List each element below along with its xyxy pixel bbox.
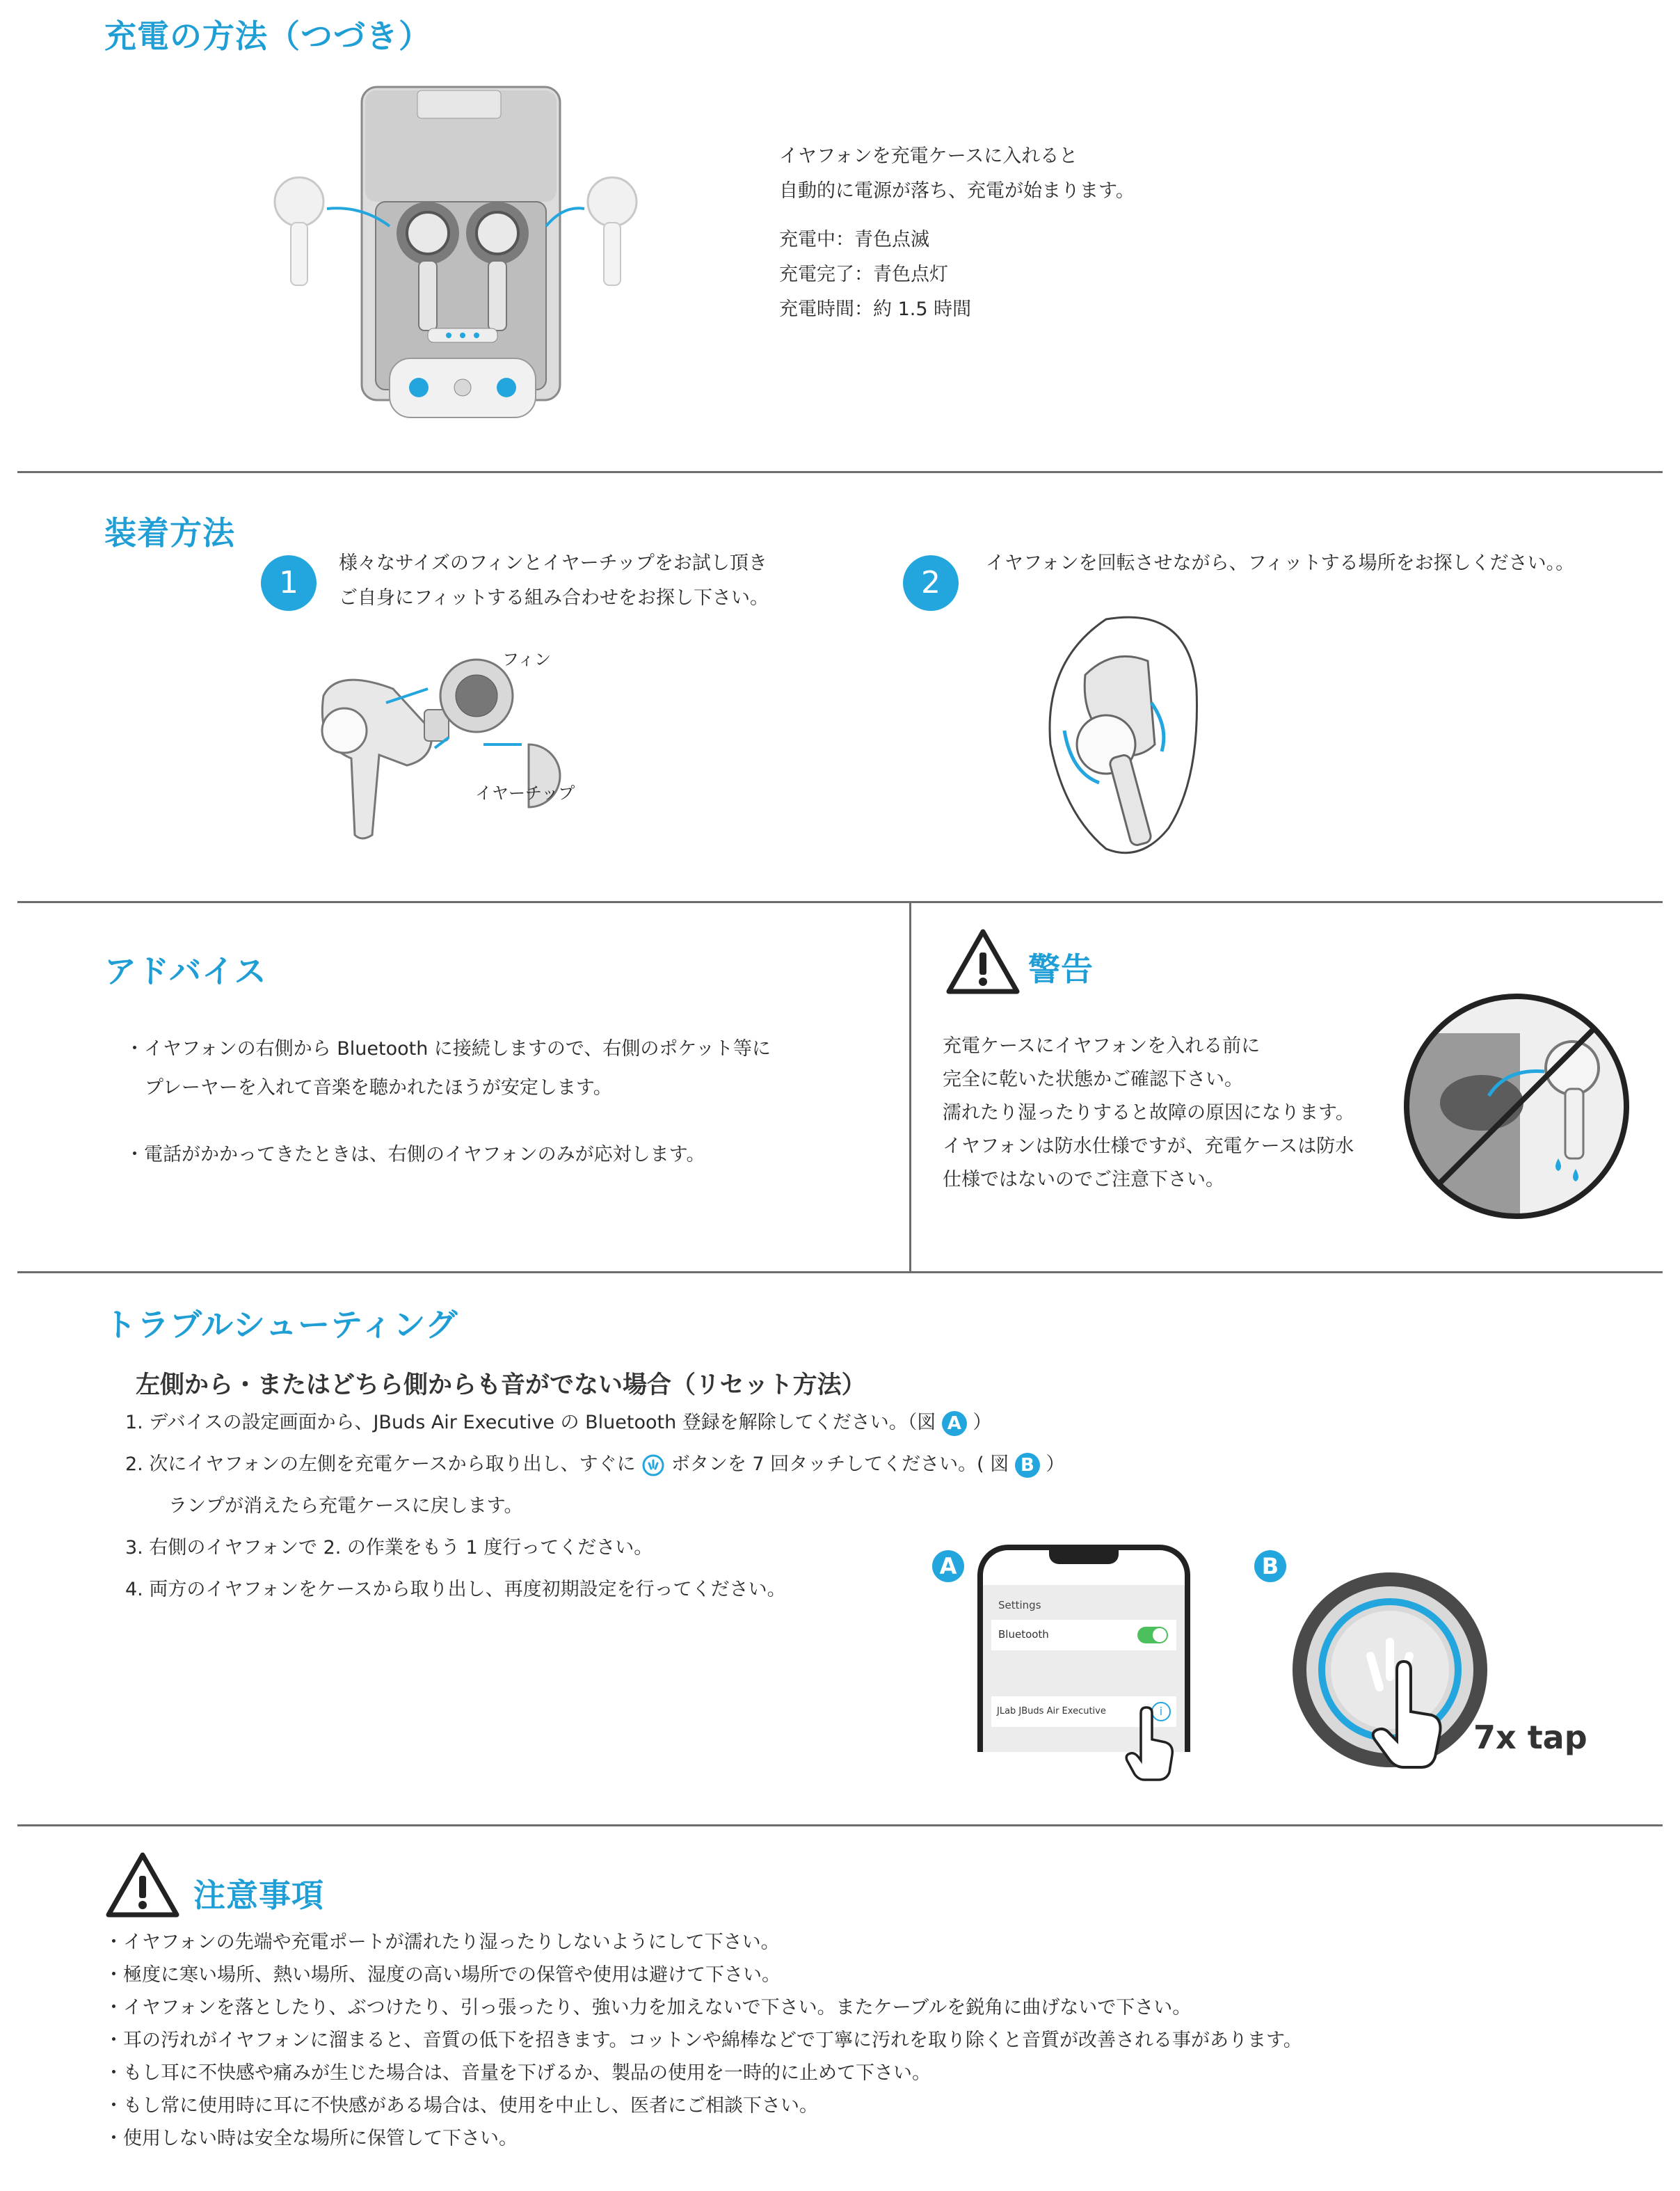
troubleshooting-subtitle: 左側から・またはどちら側からも音がでない場合（リセット方法） (136, 1371, 866, 1399)
step-1-line1: 様々なサイズのフィンとイヤーチップをお試し頂き (339, 552, 767, 574)
caution-icon (104, 1851, 181, 1920)
caution-item: ・ もし耳に不快感や痛みが生じた場合は、音量を下げるか、製品の使用を一時的に止めて下さい。 (104, 2057, 1302, 2089)
caution-title: 注意事項 (193, 1877, 324, 1914)
divider (17, 471, 1663, 473)
figure-a-badge: A (932, 1550, 964, 1582)
column-divider (909, 902, 911, 1271)
reset-step-2-text: 2. 次にイヤフォンの左側を充電ケースから取り出し、すぐに (125, 1453, 642, 1475)
charging-status-complete: 充電完了：青色点灯 (779, 264, 948, 285)
step-1-line2: ご自身にフィットする組み合わせをお探し下さい。 (339, 587, 769, 609)
reset-step-4: 4. 両方のイヤフォンをケースから取り出し、再度初期設定を行ってください。 (125, 1579, 786, 1600)
step-2-text: イヤフォンを回転させながら、フィットする場所をお探しください。。 (986, 552, 1575, 574)
divider (17, 1271, 1663, 1273)
reset-step-2-text-b: ボタンを 7 回タッチしてください。( 図 (665, 1453, 1015, 1475)
caution-item: ・ もし常に使用時に耳に不快感がある場合は、使用を中止し、医者にご相談下さい。 (104, 2089, 1302, 2122)
caution-item: ・ 耳の汚れがイヤフォンに溜まると、音質の低下を招きます。コットンや綿棒などで丁寧に汚れを取り除くと音質が改善される事があります。 (104, 2024, 1302, 2057)
right-earbud-illustration (543, 167, 647, 306)
phone-bluetooth-row (991, 1620, 1176, 1650)
info-icon: i (1151, 1702, 1171, 1721)
warning-line: イヤフォンは防水仕様ですが、充電ケースは防水 (943, 1136, 1354, 1157)
figure-b-badge: B (1254, 1550, 1286, 1582)
divider (17, 901, 1663, 903)
advice-item-1-line2: プレーヤーを入れて音楽を聴かれたほうが安定します。 (145, 1077, 612, 1099)
advice-item-1-line1: ・イヤフォンの右側から Bluetooth に接続しますので、右側のポケット等に (125, 1038, 771, 1060)
step-1-text (339, 546, 769, 616)
jlab-button-icon (641, 1453, 665, 1477)
reset-step-3: 3. 右側のイヤフォンで 2. の作業をもう 1 度行ってください。 (125, 1537, 653, 1559)
reset-step-2-end: ） (1039, 1453, 1065, 1475)
reset-step-2 (125, 1444, 1064, 1485)
warning-line: 仕様ではないのでご注意下さい。 (943, 1169, 1224, 1190)
phone-bluetooth-label: Bluetooth (998, 1628, 1049, 1641)
eartip-label: イヤーチップ (475, 783, 575, 803)
reset-step-2-continued: ランプが消えたら充電ケースに戻します。 (168, 1495, 523, 1517)
badge-b: B (1015, 1453, 1040, 1478)
no-water-illustration (1402, 991, 1631, 1221)
charging-case-illustration (257, 77, 563, 424)
caution-item: ・ 極度に寒い場所、熱い場所、湿度の高い場所での保管や使用は避けて下さい。 (104, 1959, 1302, 1991)
reset-steps (125, 1402, 1064, 1611)
caution-item: ・ イヤフォンを落としたり、ぶつけたり、引っ張ったり、強い力を加えないで下さい。またケーブルを鋭角に曲げないで下さい。 (104, 1991, 1302, 2024)
charging-status-in-progress: 充電中：青色点滅 (779, 229, 929, 250)
wearing-title: 装着方法 (104, 514, 235, 552)
ear-fit-illustration (1023, 605, 1259, 870)
warning-line: 濡れたり湿ったりすると故障の原因になります。 (943, 1102, 1354, 1124)
charging-text-line1: イヤフォンを充電ケースに入れると (779, 145, 1078, 167)
warning-line: 完全に乾いた状態かご確認下さい。 (943, 1069, 1243, 1090)
charging-instructions (779, 139, 1135, 327)
warning-line: 充電ケースにイヤフォンを入れる前に (943, 1035, 1261, 1057)
charging-text-line2: 自動的に電源が落ち、充電が始まります。 (779, 180, 1135, 202)
caution-list (104, 1926, 1302, 2155)
tap-count-label: 7x tap (1473, 1719, 1587, 1756)
fin-eartip-illustration (296, 633, 602, 856)
troubleshooting-title: トラブルシューティング (104, 1306, 458, 1344)
warning-title: 警告 (1028, 950, 1094, 988)
phone-settings-label: Settings (998, 1599, 1041, 1611)
warning-text (943, 1030, 1354, 1197)
earbud-tap-illustration (1293, 1565, 1501, 1774)
divider (17, 1824, 1663, 1826)
reset-step-1-text: 1. デバイスの設定画面から、JBuds Air Executive の Bluetooth 登録を解除してください。（図 (125, 1412, 942, 1433)
warning-icon (945, 927, 1021, 997)
advice-item-2: ・電話がかかってきたときは、右側のイヤフォンのみが応対します。 (125, 1144, 705, 1165)
reset-step-1-end: ） (966, 1412, 992, 1433)
fin-label: フィン (502, 650, 552, 669)
advice-list (125, 1030, 771, 1174)
charging-title: 充電の方法（つづき） (104, 17, 431, 55)
charging-time: 充電時間：約 1.5 時間 (779, 298, 972, 320)
reset-step-1 (125, 1402, 1064, 1444)
caution-item: ・ イヤフォンの先端や充電ポートが濡れたり湿ったりしないようにして下さい。 (104, 1926, 1302, 1959)
advice-title: アドバイス (104, 953, 267, 990)
caution-item: ・ 使用しない時は安全な場所に保管して下さい。 (104, 2122, 1302, 2155)
step-2-number: 2 (903, 555, 959, 611)
step-1-number: 1 (261, 555, 317, 611)
phone-notch (1049, 1549, 1119, 1564)
hand-tap-icon (1123, 1706, 1179, 1783)
bluetooth-toggle (1137, 1627, 1168, 1643)
badge-a: A (942, 1411, 967, 1436)
phone-device-label: JLab JBuds Air Executive (997, 1706, 1106, 1716)
